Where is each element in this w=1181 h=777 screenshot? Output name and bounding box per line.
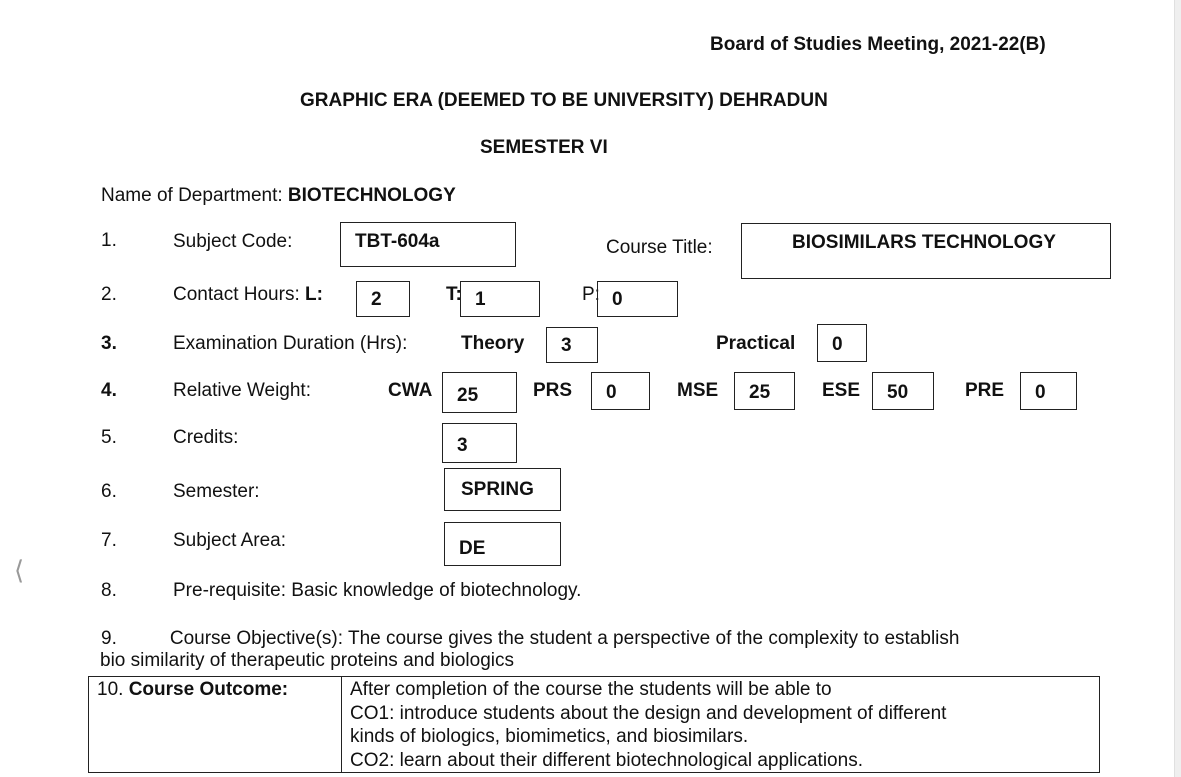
outcome-text-cell	[342, 677, 1100, 773]
contact-hours-line	[173, 284, 323, 306]
item-number-4: 4.	[101, 380, 117, 401]
ese-label: ESE	[822, 380, 861, 401]
practical-value-box: 0	[817, 324, 867, 362]
relative-weight-label: Relative Weight:	[173, 380, 311, 401]
l-label: L:	[305, 284, 323, 305]
subject-code-box: TBT-604a	[340, 222, 516, 267]
semester-heading: SEMESTER VI	[480, 137, 608, 158]
item-number-9: 9.	[101, 628, 117, 649]
mse-value-box: 25	[734, 372, 795, 410]
outcome-label-cell	[89, 677, 342, 773]
item-number-1: 1.	[101, 230, 117, 251]
margin-scribble: ⟨	[14, 556, 25, 586]
outcome-line: After completion of the course the students will be able to	[350, 679, 832, 700]
subject-area-value-box: DE	[444, 522, 561, 566]
item-number-6: 6.	[101, 481, 117, 502]
p-value-box: 0	[597, 281, 678, 317]
pre-value-box: 0	[1020, 372, 1077, 410]
item-number-5: 5.	[101, 427, 117, 448]
prerequisite-text: Pre-requisite: Basic knowledge of biotechnology.	[173, 580, 582, 601]
page-edge	[1174, 0, 1181, 777]
objective-line-2: bio similarity of therapeutic proteins and biologics	[100, 650, 514, 671]
department-value: BIOTECHNOLOGY	[287, 185, 456, 206]
course-title-box: BIOSIMILARS TECHNOLOGY	[741, 223, 1111, 279]
outcome-line: kinds of biologics, biomimetics, and biosimilars.	[350, 726, 749, 747]
practical-label: Practical	[716, 333, 796, 354]
item-number-10: 10.	[97, 679, 124, 700]
theory-value-box: 3	[546, 327, 598, 363]
item-number-3: 3.	[101, 333, 117, 354]
contact-hours-label: Contact Hours:	[173, 284, 300, 305]
department-line	[101, 185, 456, 207]
semester-label: Semester:	[173, 481, 260, 502]
semester-value-box: SPRING	[444, 468, 561, 511]
item-number-7: 7.	[101, 530, 117, 551]
l-value-box: 2	[356, 281, 410, 317]
outcome-line: CO2: learn about their different biotechnological applications.	[350, 749, 863, 771]
exam-duration-label: Examination Duration (Hrs):	[173, 333, 408, 354]
course-objective	[101, 628, 1101, 672]
objective-line-1: Course Objective(s): The course gives the student a perspective of the complexity to establish	[169, 628, 960, 649]
t-value-box: 1	[460, 281, 540, 317]
cwa-label: CWA	[388, 380, 433, 401]
pre-label: PRE	[965, 380, 1005, 401]
prs-label: PRS	[533, 380, 573, 401]
ese-value-box: 50	[872, 372, 934, 410]
prs-value-box: 0	[591, 372, 650, 410]
table-row	[89, 677, 1100, 773]
meeting-header: Board of Studies Meeting, 2021-22(B)	[710, 34, 1046, 55]
p-label: P:	[582, 284, 600, 305]
university-title: GRAPHIC ERA (DEEMED TO BE UNIVERSITY) DEHRADUN	[300, 90, 828, 111]
subject-area-label: Subject Area:	[173, 530, 287, 551]
course-title-label: Course Title:	[606, 237, 713, 258]
outcome-label: Course Outcome:	[128, 679, 289, 700]
subject-code-label: Subject Code:	[173, 231, 293, 252]
outcome-line: CO1: introduce students about the design and development of different	[350, 702, 947, 724]
department-label: Name of Department:	[101, 185, 283, 206]
item-number-2: 2.	[101, 284, 117, 305]
mse-label: MSE	[677, 380, 719, 401]
t-label: T:	[446, 284, 462, 305]
theory-label: Theory	[461, 333, 525, 354]
course-outcome-table	[88, 676, 1100, 773]
credits-value-box: 3	[442, 423, 517, 463]
item-number-8: 8.	[101, 580, 117, 601]
credits-label: Credits:	[173, 427, 239, 448]
cwa-value-box: 25	[442, 372, 517, 413]
